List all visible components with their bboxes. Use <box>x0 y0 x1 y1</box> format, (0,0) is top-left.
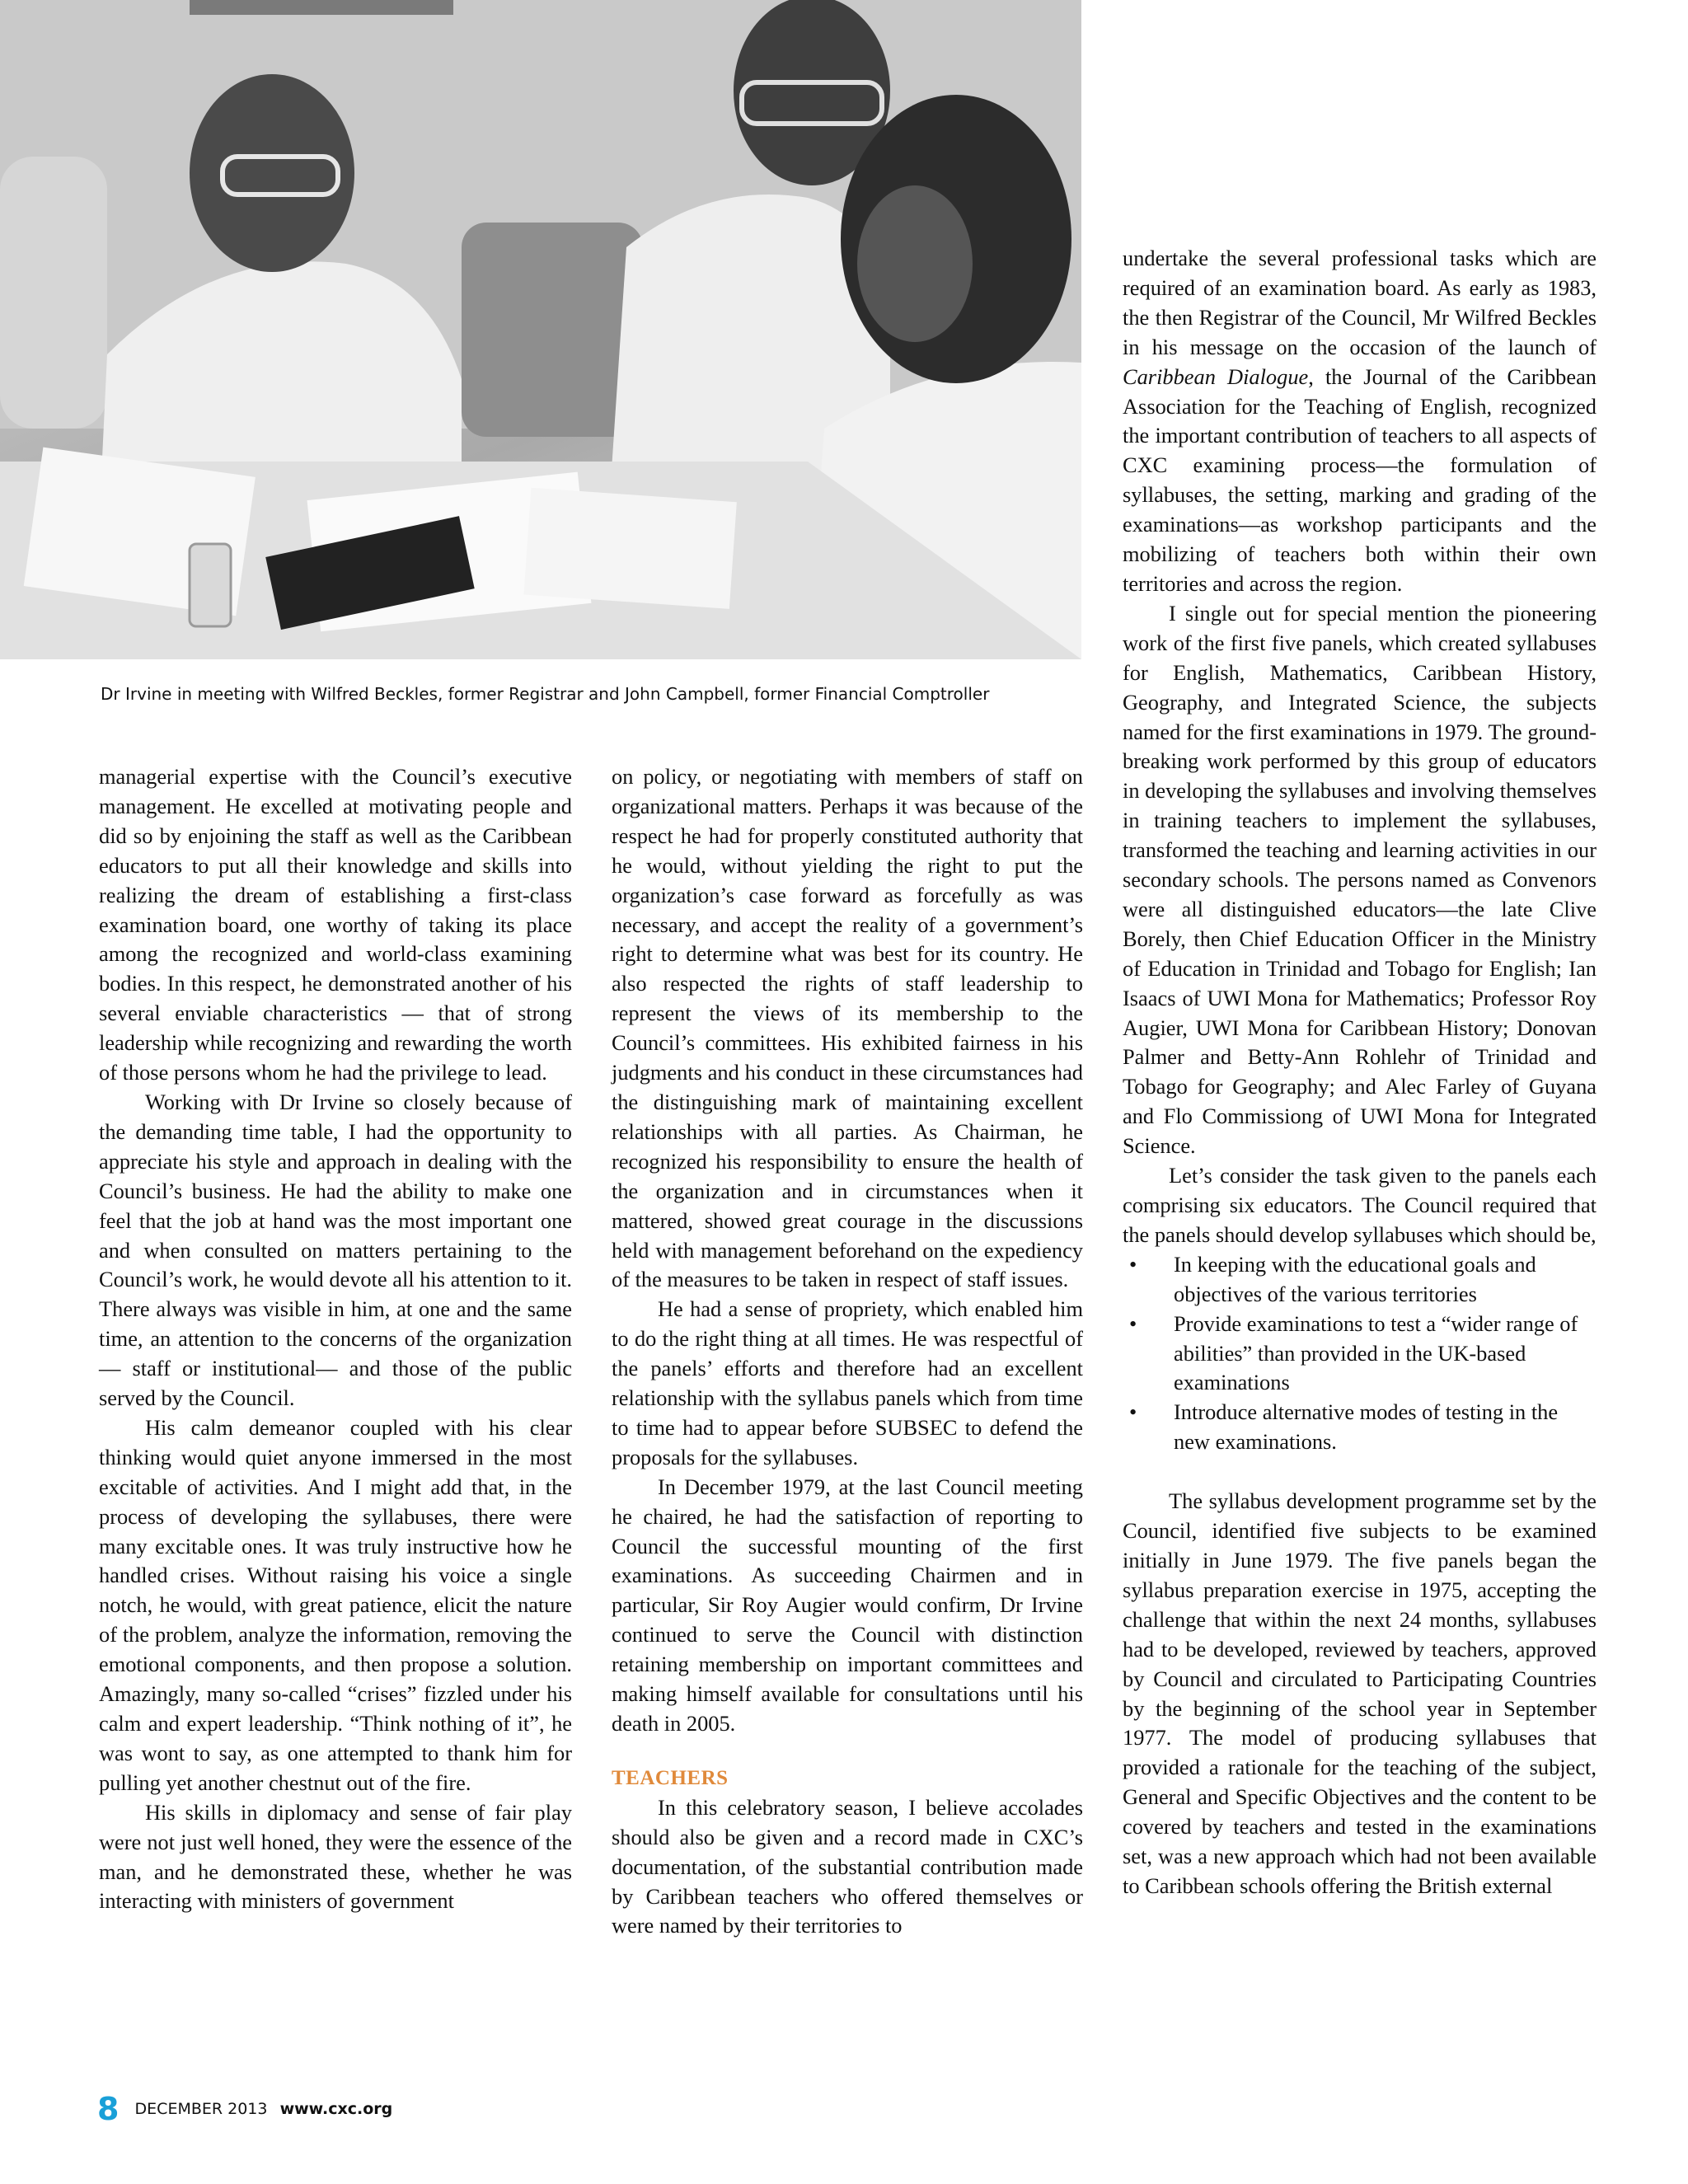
paragraph: His calm demeanor coupled with his clear thinking would quiet anyone immersed in the most excitable of activities. And I might add that, in the process of developing the syllabuses, there were many excitable ones. It was truly instructive how he handled crises. Without raising his voice a single notch, he would, with great patience, elicit the nature of the problem, analyze the information, removing the emotional components, and then propose a solution. Amazingly, many so-called “crises” fizzled under his calm and expert leadership. “Think nothing of it”, he was wont to say, as one attempted to thank him for pulling yet another chestnut out of the fire. <box>99 1414 572 1795</box>
website-link[interactable]: www.cxc.org <box>279 2100 393 2118</box>
paragraph: In this celebratory season, I believe accolades should also be given and a record made in CXC’s documentation, of the substantial contribution made by Caribbean teachers who offered themselves or were named by their territories to <box>612 1794 1083 1938</box>
article-column-2 <box>612 762 1083 1941</box>
issue-date: DECEMBER 2013 <box>134 2100 268 2118</box>
journal-title: Caribbean Dialogue <box>1123 363 1309 389</box>
paragraph: He had a sense of propriety, which enabled him to do the right thing at all times. He was respectful of the panels’ efforts and therefore had an excellent relationship with the syllabus panels which from time to time had to appear before SUBSEC to defend the proposals for the syllabuses. <box>612 1296 1083 1469</box>
section-heading-teachers: TEACHERS <box>612 1766 729 1789</box>
paragraph: Let’s consider the task given to the panels each comprising six educators. The Council required that the panels should develop syllabuses which should be, <box>1123 1163 1597 1247</box>
paragraph-text: undertake the several professional tasks which are required of an examination board. As early as 1983, the then Registrar of the Council, Mr Wilfred Beckles in his message on the occasion of the launch of <box>1123 246 1597 359</box>
article-column-3 <box>1123 244 1597 1901</box>
bullet-icon: • <box>1129 1251 1137 1277</box>
paragraph: The syllabus development programme set by the Council, identified five subjects to be examined initially in June 1979. The five panels began the syllabus preparation exercise in 1975, accepting the challenge that within the next 24 months, syllabuses had to be developed, reviewed by teachers, approved by Council and circulated to Participating Countries by the beginning of the school year in September 1977. The model of producing syllabuses that provided a rationale for the teaching of the subject, General and Specific Objectives and the content to be covered by teachers and tested in the examinations set, was a new approach which had not been available to Caribbean schools offering the British external <box>1123 1488 1597 1898</box>
bullet-icon: • <box>1129 1310 1137 1336</box>
bullet-icon: • <box>1129 1399 1137 1425</box>
list-item-text: In keeping with the educational goals and objectives of the various territories <box>1174 1251 1536 1306</box>
spacer <box>1123 1457 1597 1487</box>
bullet-list <box>1123 1250 1597 1457</box>
meeting-photo <box>0 0 1081 659</box>
list-item-text: Provide examinations to test a “wider range of abilities” than provided in the UK-based examinations <box>1174 1310 1578 1395</box>
photo-caption: Dr Irvine in meeting with Wilfred Beckles, former Registrar and John Campbell, former Financial Comptroller <box>101 684 990 704</box>
paragraph: In December 1979, at the last Council meeting he chaired, he had the satisfaction of reporting to Council the successful mounting of the first examinations. As succeeding Chairmen and in particular, Sir Roy Augier would confirm, Dr Irvine continued to serve the Council with distinction retaining membership on important committees and making himself available for consultations until his death in 2005. <box>612 1474 1083 1736</box>
meeting-photo-illustration <box>0 0 1081 659</box>
paragraph: Working with Dr Irvine so closely because of the demanding time table, I had the opportunity to appreciate his style and approach in dealing with the Council’s business. He had the ability to make one feel that the job at hand was the most important one and when consulted on matters pertaining to the Council’s work, he would devote all his attention to it. There always was visible in him, at one and the same time, an attention to the concerns of the organization— staff or institutional— and those of the public served by the Council. <box>99 1089 572 1411</box>
list-item <box>1123 1398 1597 1457</box>
page-footer <box>97 2091 392 2127</box>
paragraph: on policy, or negotiating with members of staff on organizational matters. Perhaps it was because of the respect he had for properly constituted authority that he would, without yielding the right to put the organization’s case forward as forcefully as was necessary, and accept the reality of a government’s right to determine what was best for its country. He also respected the rights of staff leadership to represent the views of its membership to the Council’s committees. His exhibited fairness in his judgments and his conduct in these circumstances had the distinguishing mark of maintaining excellent relationships with all parties. As Chairman, he recognized his responsibility to ensure the health of the organization and in circumstances when it mattered, showed great courage in the discussions held with management beforehand on the expediency of the measures to be taken in respect of staff issues. <box>612 764 1083 1292</box>
paragraph-text: , the Journal of the Caribbean Association for the Teaching of English, recognized the important contribution of teachers to all aspects of CXC examining process—the formulation of syllabuses, the setting, marking and grading of the examinations—as workshop participants and the mobilizing of teachers both within their own territories and across the region. <box>1123 363 1597 596</box>
list-item-text: Introduce alternative modes of testing in the new examinations. <box>1174 1399 1559 1455</box>
page-number: 8 <box>97 2091 120 2127</box>
paragraph: I single out for special mention the pioneering work of the first five panels, which created syllabuses for English, Mathematics, Caribbean History, Geography, and Integrated Science, the subjects named for the first examinations in 1979. The ground-breaking work performed by this group of educators in developing the syllabuses and involving themselves in training teachers to implement the syllabuses, transformed the teaching and learning activities in our secondary schools. The persons named as Convenors were all distinguished educators—the late Clive Borely, then Chief Education Officer in the Ministry of Education in Trinidad and Tobago for English; Ian Isaacs of UWI Mona for Mathematics; Professor Roy Augier, UWI Mona for Caribbean History; Donovan Palmer and Betty-Ann Rohlehr of Trinidad and Tobago for Geography; and Alec Farley of Guyana and Flo Commissiong of UWI Mona for Integrated Science. <box>1123 600 1597 1159</box>
paragraph <box>1123 244 1597 599</box>
paragraph: His skills in diplomacy and sense of fair play were not just well honed, they were the essence of the man, and he demonstrated these, whether he was interacting with ministers of government <box>99 1799 572 1914</box>
list-item <box>1123 1310 1597 1399</box>
article-column-1 <box>99 762 572 1916</box>
list-item <box>1123 1250 1597 1310</box>
paragraph: managerial expertise with the Council’s executive management. He excelled at motivating people and did so by enjoining the staff as well as the Caribbean educators to put all their knowledge and skills into realizing the dream of establishing a first-class examination board, one worthy of taking its place among the recognized and world-class examining bodies. In this respect, he demonstrated another of his several enviable characteristics — that of strong leadership while recognizing and rewarding the worth of those persons whom he had the privilege to lead. <box>99 764 572 1085</box>
